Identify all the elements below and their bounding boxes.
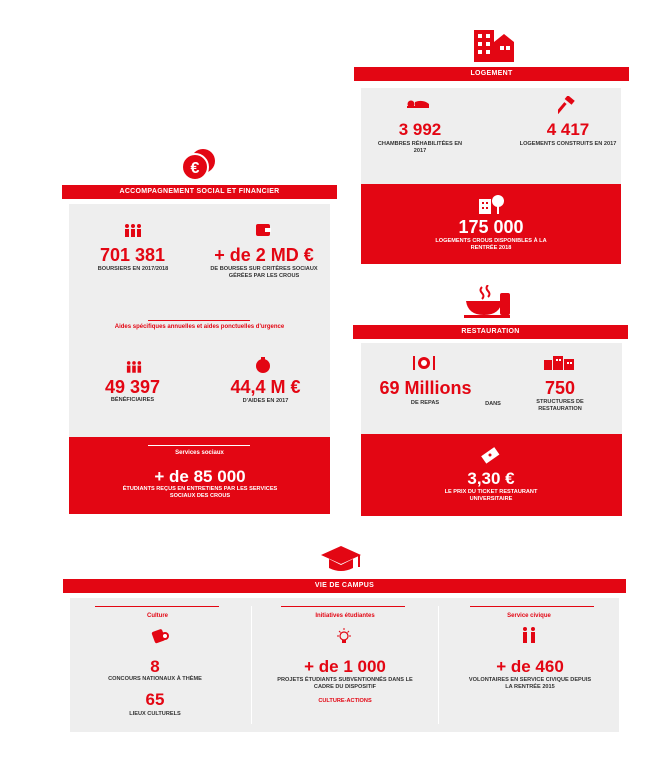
services-caption: ÉTUDIANTS REÇUS EN ENTRETIENS PAR LES SERVICES SOCIAUX DES CROUS bbox=[122, 486, 278, 499]
social-title: ACCOMPAGNEMENT SOCIAL ET FINANCIER bbox=[119, 188, 280, 195]
restauration-stat-1-caption: DE REPAS bbox=[410, 400, 440, 406]
initiatives-link[interactable]: CULTURE-ACTIONS bbox=[318, 698, 372, 704]
campus-title-bar bbox=[63, 579, 626, 593]
graduation-cap-icon bbox=[320, 544, 362, 574]
social-stat-1-caption: BOURSIERS EN 2017/2018 bbox=[97, 266, 169, 272]
restauration-stat-2-value: 750 bbox=[544, 378, 576, 398]
logement-title-bar bbox=[354, 67, 629, 81]
initiatives-title: Initiatives étudiantes bbox=[315, 613, 375, 619]
campus-separator-1 bbox=[251, 606, 252, 724]
services-value: + de 85 000 bbox=[154, 467, 246, 486]
culture-value-1: 8 bbox=[150, 657, 160, 676]
culture-value-2: 65 bbox=[145, 690, 165, 709]
logement-stat-2-value: 4 417 bbox=[546, 120, 590, 139]
euro-coins-icon bbox=[179, 147, 217, 181]
social-stat-2-value: + de 2 MD € bbox=[214, 245, 314, 265]
city-tree-icon bbox=[478, 193, 506, 215]
culture-divider bbox=[95, 606, 219, 607]
purse-icon bbox=[255, 357, 271, 373]
bed-icon bbox=[405, 98, 431, 110]
logement-title: LOGEMENT bbox=[470, 70, 513, 77]
logement-stat-2-caption: LOGEMENTS CONSTRUITS EN 2017 bbox=[519, 141, 617, 147]
aides-title: Aides spécifiques annuelles et aides ponctuelles d'urgence bbox=[114, 324, 285, 330]
social-stat-1-value: 701 381 bbox=[99, 245, 166, 265]
social-stat-4-value: 44,4 M € bbox=[230, 377, 301, 397]
people-pair-icon bbox=[522, 627, 536, 643]
social-stat-4-caption: D'AIDES EN 2017 bbox=[242, 398, 289, 404]
culture-title: Culture bbox=[147, 613, 168, 619]
services-title: Services sociaux bbox=[175, 450, 224, 456]
aides-divider bbox=[148, 320, 250, 321]
people-group-icon bbox=[124, 223, 142, 237]
restauration-title-bar bbox=[353, 325, 628, 339]
music-cylinder-icon bbox=[150, 627, 170, 645]
restauration-stat-1-value: 69 Millions bbox=[379, 378, 472, 398]
restauration-title: RESTAURATION bbox=[461, 328, 520, 335]
social-title-bar bbox=[62, 185, 337, 199]
restauration-highlight-value: 3,30 € bbox=[467, 469, 515, 488]
logement-stat-1-caption: CHAMBRES RÉHABILITÉES EN 2017 bbox=[377, 141, 463, 154]
restauration-stat-2-caption: STRUCTURES DE RESTAURATION bbox=[536, 399, 584, 412]
social-stat-3-value: 49 397 bbox=[104, 377, 161, 397]
campus-separator-2 bbox=[438, 606, 439, 724]
plate-cutlery-icon bbox=[412, 356, 436, 370]
logement-highlight-caption: LOGEMENTS CROUS DISPONIBLES À LA RENTRÉE 2018 bbox=[435, 238, 547, 251]
social-stat-2-caption: DE BOURSES SUR CRITÈRES SOCIAUX GÉRÉES PAR LES CROUS bbox=[210, 266, 318, 279]
building-icon bbox=[472, 28, 514, 64]
ticket-icon bbox=[480, 446, 500, 464]
steaming-bowl-icon bbox=[464, 285, 512, 319]
lightbulb-icon bbox=[336, 628, 352, 646]
wallet-icon bbox=[256, 224, 272, 236]
civique-caption: VOLONTAIRES EN SERVICE CIVIQUE DEPUIS LA RENTRÉE 2015 bbox=[468, 677, 592, 690]
civique-value: + de 460 bbox=[496, 657, 564, 676]
campus-title: VIE DE CAMPUS bbox=[314, 582, 375, 589]
civique-divider bbox=[470, 606, 594, 607]
logement-stat-1-value: 3 992 bbox=[398, 120, 442, 139]
culture-caption-2: LIEUX CULTURELS bbox=[129, 711, 181, 717]
buildings-icon bbox=[544, 354, 574, 370]
logement-highlight-value: 175 000 bbox=[458, 217, 524, 237]
civique-title: Service civique bbox=[507, 613, 551, 619]
initiatives-caption: PROJETS ÉTUDIANTS SUBVENTIONNÉS DANS LE CADRE DU DISPOSITIF bbox=[277, 677, 413, 690]
restauration-connector: DANS bbox=[485, 401, 501, 407]
svg-text:€: € bbox=[190, 160, 200, 177]
people-group-icon-2 bbox=[126, 360, 142, 373]
initiatives-value: + de 1 000 bbox=[304, 657, 386, 676]
hammer-icon bbox=[558, 96, 576, 114]
initiatives-divider bbox=[281, 606, 405, 607]
social-stat-3-caption: BÉNÉFICIAIRES bbox=[110, 397, 155, 403]
restauration-highlight-caption: LE PRIX DU TICKET RESTAURANT UNIVERSITAIRE bbox=[444, 489, 538, 502]
services-divider bbox=[148, 445, 250, 446]
culture-caption-1: CONCOURS NATIONAUX À THÈME bbox=[108, 676, 202, 682]
